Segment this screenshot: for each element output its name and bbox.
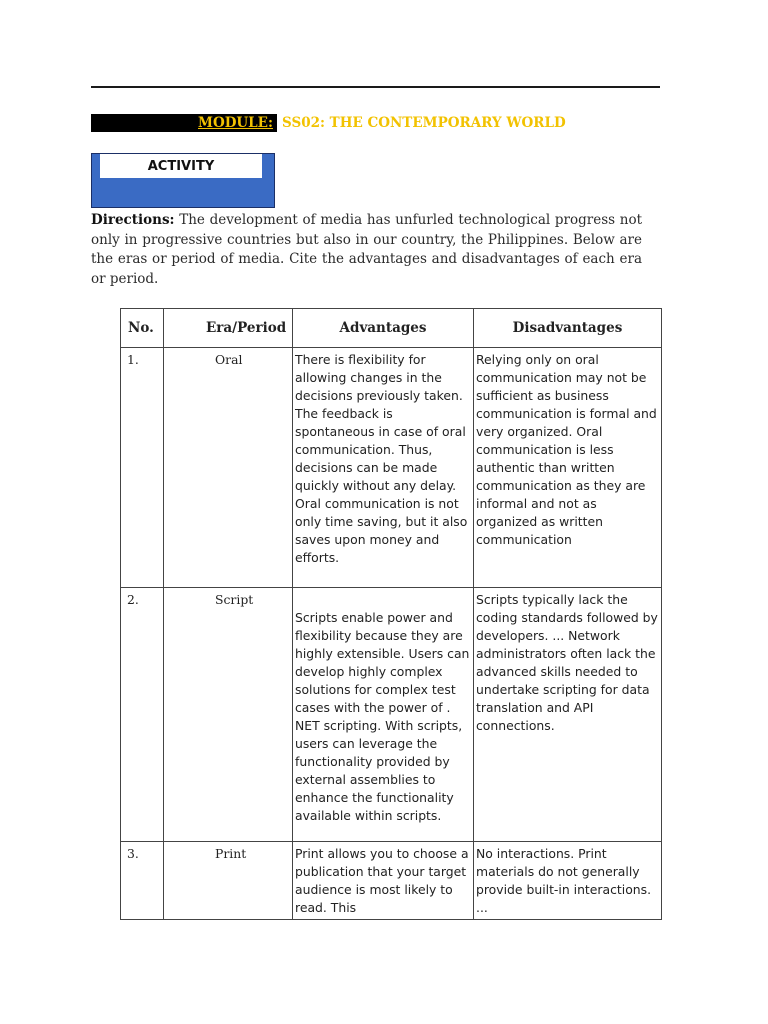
- table-header-row: [121, 309, 662, 348]
- table-row: [121, 588, 662, 842]
- cell-disadvantages: No interactions. Print materials do not generally provide built-in interactions. ...: [474, 842, 662, 920]
- activity-label: ACTIVITY: [100, 154, 262, 178]
- cell-disadvantages: Relying only on oral communication may not be sufficient as business communication is formal and very organized. Oral communication is less authentic than written communication as they are informal and not as organized as written communication: [474, 348, 662, 588]
- cell-era: Oral: [164, 348, 293, 588]
- cell-era: Script: [164, 588, 293, 842]
- activity-box: [91, 153, 275, 208]
- header-era: Era/Period: [164, 309, 293, 348]
- cell-advantages: Scripts enable power and flexibility because they are highly extensible. Users can develop highly complex solutions for complex test cases with the power of . NET scripting. With scripts, users can leverage the functionality provided by external assemblies to enhance the functionality available within scripts.: [293, 588, 474, 842]
- directions-label: Directions:: [91, 212, 175, 228]
- cell-no: 2.: [121, 588, 164, 842]
- cell-advantages: Print allows you to choose a publication that your target audience is most likely to read. This: [293, 842, 474, 920]
- cell-era: Print: [164, 842, 293, 920]
- header-rule: [91, 86, 660, 88]
- header-no: No.: [121, 309, 164, 348]
- media-eras-table: [120, 308, 662, 920]
- directions-text: The development of media has unfurled technological progress not only in progressive countries but also in our country, the Philippines. Below are the eras or period of media. Cite the advantages and disadvantages of each era or period.: [91, 212, 643, 287]
- module-title: SS02: THE CONTEMPORARY WORLD: [282, 115, 566, 131]
- module-label: MODULE:: [198, 115, 273, 131]
- cell-no: 1.: [121, 348, 164, 588]
- header-disadvantages: Disadvantages: [474, 309, 662, 348]
- cell-no: 3.: [121, 842, 164, 920]
- header-advantages: Advantages: [293, 309, 474, 348]
- table-row: [121, 842, 662, 920]
- cell-disadvantages: Scripts typically lack the coding standards followed by developers. ... Network administrators often lack the advanced skills needed to undertake scripting for data translation and API connections.: [474, 588, 662, 842]
- table-row: [121, 348, 662, 588]
- directions-paragraph: [91, 211, 642, 289]
- cell-advantages: There is flexibility for allowing changes in the decisions previously taken. The feedback is spontaneous in case of oral communication. Thus, decisions can be made quickly without any delay. Oral communication is not only time saving, but it also saves upon money and efforts.: [293, 348, 474, 588]
